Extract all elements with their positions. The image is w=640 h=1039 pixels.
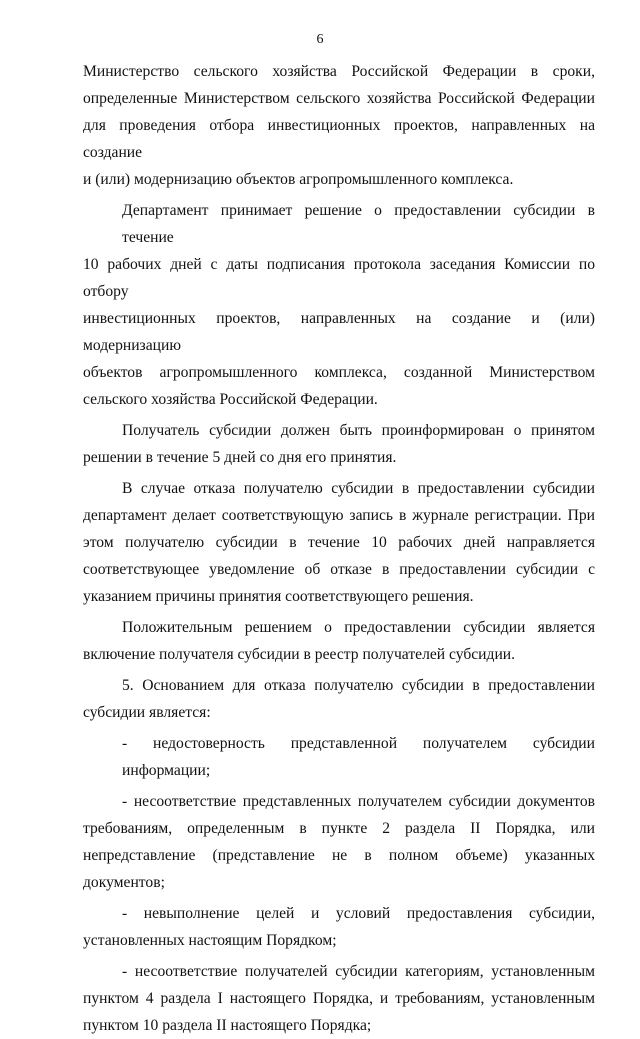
list-item-unreliable-info (83, 730, 595, 784)
text-line: пунктом 4 раздела I настоящего Порядка, и требованиям, установленным (83, 990, 595, 1007)
list-item-category-mismatch (83, 958, 595, 1039)
document-body (83, 58, 595, 1039)
text-line: субсидии является: (83, 704, 211, 721)
paragraph-recipient-informed (83, 417, 595, 471)
text-line: требованиям, определенным в пункте 2 раздела II Порядка, или (83, 820, 595, 837)
text-line: 5. Основанием для отказа получателю субсидии в предоставлении (122, 677, 595, 694)
paragraph-refusal-grounds (83, 672, 595, 726)
text-line: Министерство сельского хозяйства Российской Федерации в сроки, (83, 63, 595, 80)
text-line: для проведения отбора инвестиционных проектов, направленных на создание (83, 117, 595, 161)
text-line: В случае отказа получателю субсидии в предоставлении субсидии (122, 480, 595, 497)
text-line: - несоответствие представленных получателем субсидии документов (122, 793, 595, 810)
text-line: - несоответствие получателей субсидии категориям, установленным (122, 963, 595, 980)
paragraph-continuation (83, 58, 595, 193)
text-line: установленных настоящим Порядком; (83, 932, 337, 949)
text-line: сельского хозяйства Российской Федерации. (83, 391, 378, 408)
text-line: департамент делает соответствующую запись в журнале регистрации. При (83, 507, 595, 524)
list-item-goals-not-met (83, 900, 595, 954)
text-line: определенные Министерством сельского хозяйства Российской Федерации (83, 90, 595, 107)
text-line: инвестиционных проектов, направленных на создание и (или) модернизацию (83, 310, 595, 354)
text-line: решении в течение 5 дней со дня его принятия. (83, 449, 397, 466)
text-line: непредставление (представление не в полном объеме) указанных документов; (83, 847, 595, 891)
text-line: включение получателя субсидии в реестр получателей субсидии. (83, 646, 516, 663)
text-line: - невыполнение целей и условий предоставления субсидии, (122, 905, 595, 922)
paragraph-department-decision (83, 197, 595, 413)
page-number: 6 (316, 32, 324, 47)
text-line: указанием причины принятия соответствующего решения. (83, 588, 474, 605)
paragraph-refusal-case (83, 475, 595, 610)
text-line: - недостоверность представленной получателем субсидии информации; (122, 735, 595, 779)
text-line: Положительным решением о предоставлении субсидии является (122, 619, 595, 636)
text-line: соответствующее уведомление об отказе в предоставлении субсидии с (83, 561, 595, 578)
text-line: объектов агропромышленного комплекса, созданной Министерством (83, 364, 595, 381)
text-line: Департамент принимает решение о предоставлении субсидии в течение (122, 202, 595, 246)
text-line: и (или) модернизацию объектов агропромышленного комплекса. (83, 171, 514, 188)
text-line: этом получателю субсидии в течение 10 рабочих дней направляется (83, 534, 595, 551)
text-line: пунктом 10 раздела II настоящего Порядка; (83, 1017, 372, 1034)
text-line: 10 рабочих дней с даты подписания протокола заседания Комиссии по отбору (83, 256, 595, 300)
paragraph-positive-decision (83, 614, 595, 668)
list-item-document-mismatch (83, 788, 595, 896)
text-line: Получатель субсидии должен быть проинформирован о принятом (122, 422, 595, 439)
